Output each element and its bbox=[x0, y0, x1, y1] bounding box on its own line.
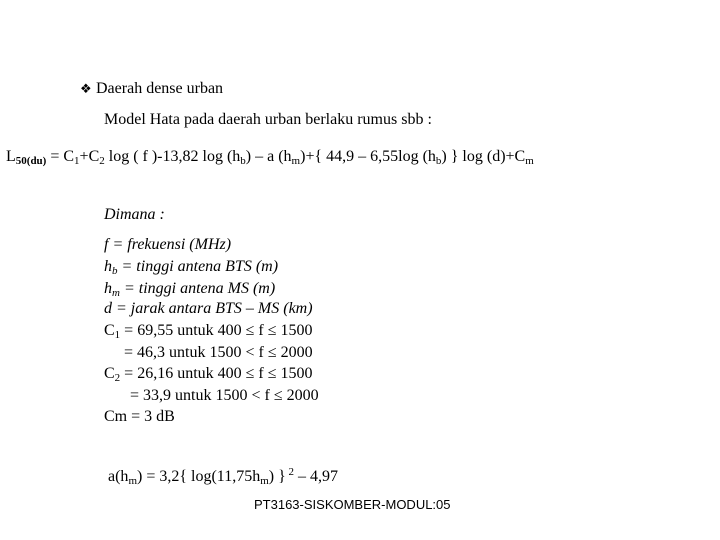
constant-c2-value1: = 26,16 untuk 400 ≤ f ≤ 1500 bbox=[120, 365, 313, 382]
formula-part3: log ( f )-13,82 log (h bbox=[104, 148, 241, 165]
ahm-close: ) } bbox=[268, 468, 286, 485]
section-heading-text: Daerah dense urban bbox=[96, 80, 224, 97]
definition-hm-sub: m bbox=[112, 287, 120, 299]
constant-c2-label: C bbox=[104, 365, 115, 382]
constant-c1-line2: = 46,3 untuk 1500 < f ≤ 2000 bbox=[124, 344, 313, 361]
definition-hm bbox=[104, 280, 275, 299]
ahm-sup: 2 bbox=[285, 466, 295, 478]
definition-hm-text: = tinggi antena MS (m) bbox=[119, 280, 276, 297]
formula-part6: ) } log (d)+C bbox=[441, 148, 526, 165]
constant-c1-sub: 1 bbox=[114, 329, 121, 341]
ahm-end: – 4,97 bbox=[294, 468, 339, 485]
constant-c2-line2: = 33,9 untuk 1500 < f ≤ 2000 bbox=[130, 387, 319, 404]
definition-f: f = frekuensi (MHz) bbox=[104, 236, 232, 253]
formula-lhs-sub: 50(du) bbox=[15, 155, 47, 167]
footer-label: PT3163-SISKOMBER-MODUL:05 bbox=[254, 497, 451, 512]
section-heading bbox=[80, 80, 223, 98]
definition-d: d = jarak antara BTS – MS (km) bbox=[104, 300, 313, 317]
formula-part1: = C bbox=[46, 148, 75, 165]
ahm-sub2: m bbox=[260, 475, 269, 487]
definition-hb-text: = tinggi antena BTS (m) bbox=[117, 258, 279, 275]
formula-hb-sub: b bbox=[240, 155, 246, 167]
dimana-label: Dimana : bbox=[104, 206, 165, 223]
diamond-bullet-icon: ❖ bbox=[80, 82, 92, 97]
formula-hb2-sub: b bbox=[435, 155, 442, 167]
ahm-formula bbox=[108, 466, 338, 487]
formula-part2: +C bbox=[79, 148, 100, 165]
formula-c1-sub: 1 bbox=[74, 155, 80, 167]
definition-hb bbox=[104, 258, 278, 277]
formula-lhs: L bbox=[6, 148, 16, 165]
ahm-sub1: m bbox=[128, 475, 137, 487]
formula-cm-sub: m bbox=[525, 155, 534, 167]
constant-c1-line1 bbox=[104, 322, 313, 341]
definition-hb-sub: b bbox=[112, 265, 118, 277]
constant-cm: Cm = 3 dB bbox=[104, 408, 175, 425]
intro-text: Model Hata pada daerah urban berlaku rumus sbb : bbox=[104, 111, 432, 128]
constant-c2-line1 bbox=[104, 365, 313, 384]
ahm-mid: ) = 3,2{ log(11,75h bbox=[137, 468, 261, 485]
formula-part4: ) – a (h bbox=[245, 148, 292, 165]
constant-c1-label: C bbox=[104, 322, 115, 339]
constant-c1-value1: = 69,55 untuk 400 ≤ f ≤ 1500 bbox=[120, 322, 313, 339]
formula-hm-sub: m bbox=[291, 155, 301, 167]
formula-c2-sub: 2 bbox=[99, 155, 105, 167]
hata-formula bbox=[6, 148, 534, 167]
ahm-a: a(h bbox=[108, 468, 129, 485]
formula-part5: )+{ 44,9 – 6,55log (h bbox=[300, 148, 436, 165]
definition-hm-h: h bbox=[104, 280, 112, 297]
definition-hb-h: h bbox=[104, 258, 112, 275]
constant-c2-sub: 2 bbox=[114, 372, 121, 384]
